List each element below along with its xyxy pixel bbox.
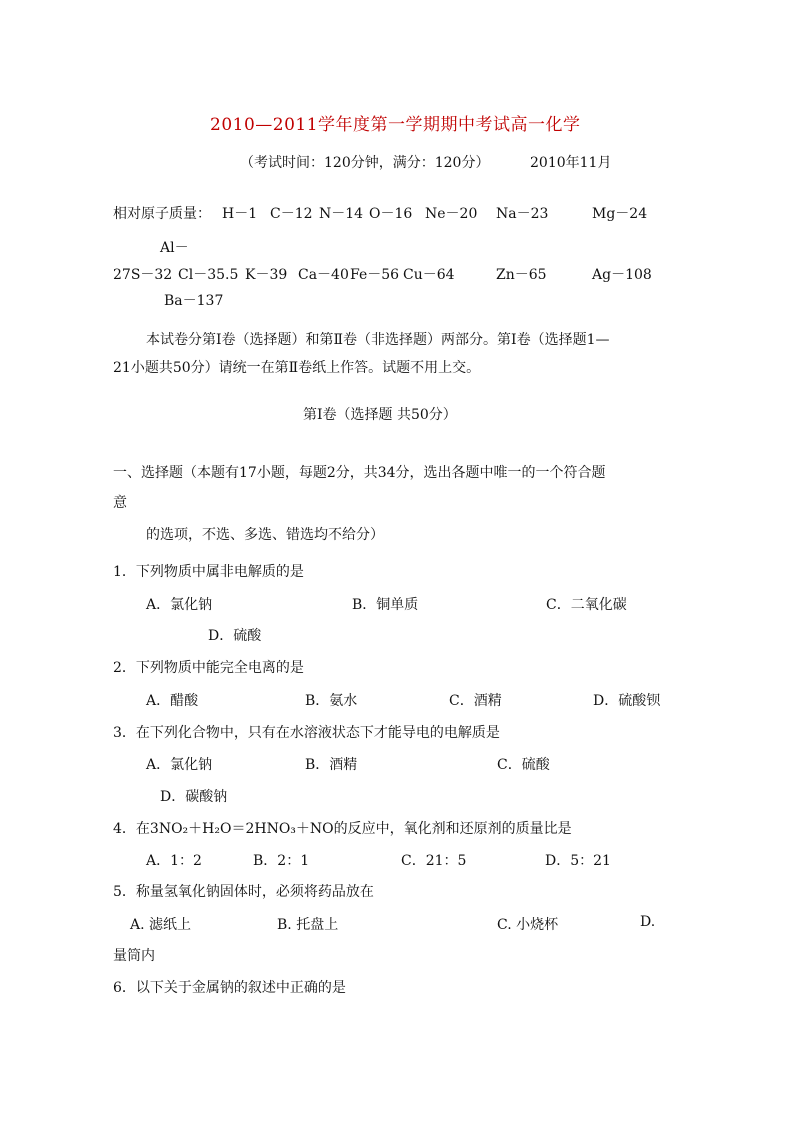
- atomic-mass-item: N－14: [319, 206, 364, 222]
- question-option: C．硫酸: [497, 757, 550, 773]
- atomic-mass-item: Ne－20: [425, 206, 478, 222]
- question-option: A．氯化钠: [146, 757, 213, 773]
- atomic-mass-item: Ag－108: [592, 267, 652, 283]
- question-option: C. 小烧杯: [497, 917, 559, 933]
- exam-date: 2010年11月: [530, 155, 612, 171]
- question-option: C．二氧化碳: [546, 597, 627, 613]
- atomic-mass-item: Cl－35.5: [178, 267, 239, 283]
- question-option: D．碳酸钠: [160, 789, 228, 805]
- part-one-instruction: 的选项，不选、多选、错选均不给分）: [146, 527, 384, 543]
- intro-line: 本试卷分第Ⅰ卷（选择题）和第Ⅱ卷（非选择题）两部分。第Ⅰ卷（选择题1—: [146, 332, 610, 348]
- intro-line: 21小题共50分）请统一在第Ⅱ卷纸上作答。试题不用上交。: [113, 360, 481, 376]
- question-option: D．5：21: [545, 853, 611, 869]
- question-option: B．酒精: [305, 757, 358, 773]
- atomic-mass-item: K－39: [245, 267, 288, 283]
- question-option: B．铜单质: [352, 597, 419, 613]
- atomic-mass-item: Zn－65: [496, 267, 547, 283]
- atomic-mass-al: Al－: [160, 240, 189, 256]
- atomic-mass-item: O－16: [369, 206, 413, 222]
- atomic-mass-item: Cu－64: [403, 267, 455, 283]
- atomic-mass-item: C－12: [270, 206, 313, 222]
- question-stem: 1．下列物质中属非电解质的是: [113, 564, 304, 580]
- question-stem: 5．称量氢氧化钠固体时，必须将药品放在: [113, 884, 374, 900]
- exam-title: 2010—2011学年度第一学期期中考试高一化学: [210, 115, 581, 135]
- atomic-mass-item: 27S－32: [113, 267, 173, 283]
- part-one-instruction: 意: [113, 495, 127, 511]
- atomic-mass-item: Mg－24: [592, 206, 648, 222]
- question-option: D.: [640, 914, 656, 930]
- question-option: B．氨水: [305, 693, 358, 709]
- atomic-mass-item: Ba－137: [164, 293, 224, 309]
- atomic-mass-label: 相对原子质量：: [113, 206, 211, 222]
- question-option: C．21：5: [401, 853, 467, 869]
- question-option: D．硫酸钡: [593, 693, 661, 709]
- question-option: C．酒精: [449, 693, 502, 709]
- atomic-mass-item: Na－23: [496, 206, 549, 222]
- exam-info: （考试时间：120分钟，满分：120分）: [240, 155, 490, 171]
- atomic-mass-item: Ca－40: [298, 267, 349, 283]
- question-stem: 2．下列物质中能完全电离的是: [113, 660, 304, 676]
- question-option: B. 托盘上: [277, 917, 339, 933]
- question-option: A．氯化钠: [146, 597, 213, 613]
- atomic-mass-item: Fe－56: [350, 267, 400, 283]
- question-option: A. 滤纸上: [130, 917, 192, 933]
- question-option: A．醋酸: [146, 693, 199, 709]
- atomic-mass-item: H－1: [222, 206, 258, 222]
- question-option-continuation: 量筒内: [113, 948, 155, 964]
- question-stem: 4．在3NO₂＋H₂O＝2HNO₃＋NO的反应中，氧化剂和还原剂的质量比是: [113, 821, 572, 837]
- question-option: D．硫酸: [208, 628, 262, 644]
- question-stem: 3．在下列化合物中，只有在水溶液状态下才能导电的电解质是: [113, 725, 500, 741]
- question-option: B．2：1: [253, 853, 310, 869]
- question-stem: 6．以下关于金属钠的叙述中正确的是: [113, 980, 346, 996]
- question-option: A．1：2: [146, 853, 202, 869]
- part-one-instruction: 一、选择题（本题有17小题，每题2分，共34分，选出各题中唯一的一个符合题: [113, 465, 606, 481]
- section-heading: 第Ⅰ卷（选择题 共50分）: [303, 407, 457, 423]
